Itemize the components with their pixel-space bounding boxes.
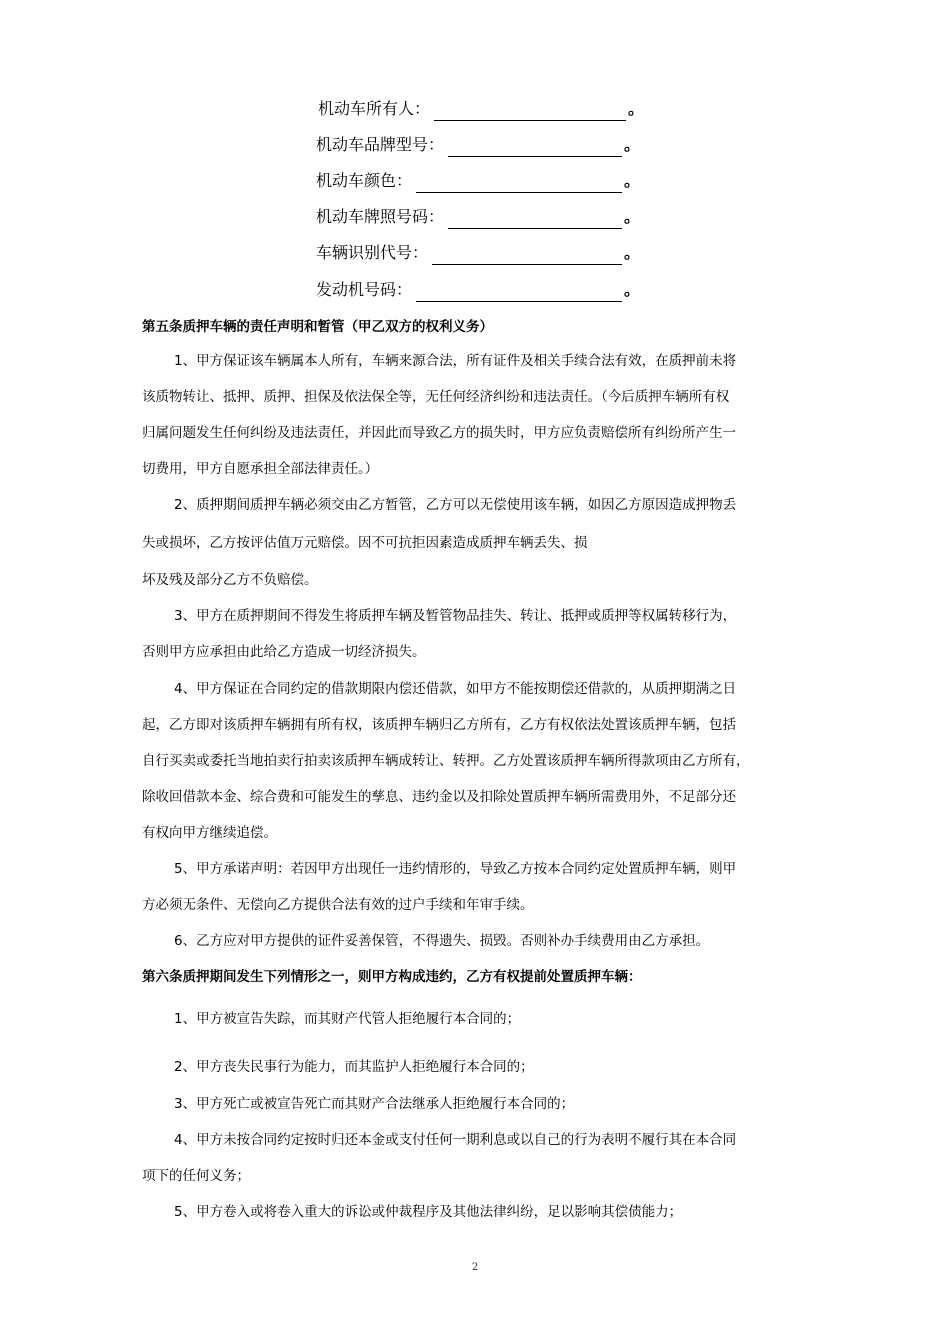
article5-line: 5、甲方承诺声明：若因甲方出现任一违约情形的，导致乙方按本合同约定处置质押车辆，则甲 bbox=[174, 861, 737, 877]
field-plate-number bbox=[316, 205, 640, 229]
field-label: 机动车牌照号码： bbox=[316, 207, 445, 226]
article6-line: 2、甲方丧失民事行为能力，而其监护人拒绝履行本合同的； bbox=[174, 1059, 534, 1075]
field-engine-number bbox=[316, 278, 640, 302]
article5-line: 3、甲方在质押期间不得发生将质押车辆及暂管物品挂失、转让、抵押或质押等权属转移行为， bbox=[174, 608, 737, 624]
field-label: 机动车品牌型号： bbox=[316, 135, 445, 154]
blank-line[interactable] bbox=[434, 102, 626, 121]
page-number: 2 bbox=[471, 1262, 479, 1273]
article5-line: 除收回借款本金、综合费和可能发生的孳息、违约金以及扣除处置质押车辆所需费用外，不足部分还 bbox=[142, 789, 736, 805]
article6-line: 项下的任何义务； bbox=[142, 1168, 250, 1184]
period: 。 bbox=[624, 171, 641, 190]
article5-line: 方必须无条件、无偿向乙方提供合法有效的过户手续和年审手续。 bbox=[142, 897, 534, 913]
period: 。 bbox=[624, 207, 641, 226]
field-vehicle-color bbox=[316, 169, 640, 193]
article5-line: 否则甲方应承担由此给乙方造成一切经济损失。 bbox=[142, 644, 426, 660]
blank-line[interactable] bbox=[432, 246, 622, 265]
article5-line: 自行买卖或委托当地拍卖行拍卖该质押车辆成转让、转押。乙方处置该质押车辆所得款项由乙方所有， bbox=[142, 753, 750, 769]
period: 。 bbox=[624, 135, 641, 154]
field-label: 车辆识别代号： bbox=[316, 243, 429, 262]
article5-line: 失或损坏，乙方按评估值万元赔偿。因不可抗拒因素造成质押车辆丢失、损 bbox=[142, 535, 588, 551]
period: 。 bbox=[624, 243, 641, 262]
article6-line: 5、甲方卷入或将卷入重大的诉讼或仲裁程序及其他法律纠纷，足以影响其偿债能力； bbox=[174, 1204, 683, 1220]
field-vehicle-owner bbox=[318, 97, 644, 121]
blank-line[interactable] bbox=[448, 138, 622, 157]
article5-line: 切费用，甲方自愿承担全部法律责任。） bbox=[142, 461, 379, 477]
article5-line: 6、乙方应对甲方提供的证件妥善保管，不得遗失、损毁。否则补办手续费用由乙方承担。 bbox=[174, 933, 710, 949]
field-vehicle-model bbox=[316, 133, 640, 157]
article5-line: 起，乙方即对该质押车辆拥有所有权，该质押车辆归乙方所有，乙方有权依法处置该质押车辆，包括 bbox=[142, 717, 736, 733]
period: 。 bbox=[628, 99, 645, 118]
blank-line[interactable] bbox=[416, 283, 622, 302]
article5-line: 1、甲方保证该车辆属本人所有，车辆来源合法，所有证件及相关手续合法有效，在质押前未将 bbox=[174, 353, 737, 369]
article6-line: 4、甲方未按合同约定按时归还本金或支付任何一期利息或以自己的行为表明不履行其在本合同 bbox=[174, 1132, 737, 1148]
article5-heading: 第五条质押车辆的责任声明和暂管（甲乙双方的权利义务） bbox=[142, 319, 493, 335]
article5-line: 该质物转让、抵押、质押、担保及依法保全等，无任何经济纠纷和违法责任。（今后质押车辆所有权 bbox=[142, 389, 730, 405]
article5-line: 归属问题发生任何纠纷及违法责任，并因此而导致乙方的损失时，甲方应负责赔偿所有纠纷所产生一 bbox=[142, 425, 736, 441]
blank-line[interactable] bbox=[448, 210, 622, 229]
article5-line: 有权向甲方继续追偿。 bbox=[142, 825, 277, 841]
field-label: 机动车颜色： bbox=[316, 171, 413, 190]
field-label: 发动机号码： bbox=[316, 280, 413, 299]
field-vin bbox=[316, 241, 640, 265]
article5-line: 坏及残及部分乙方不负赔偿。 bbox=[142, 572, 318, 588]
field-label: 机动车所有人： bbox=[318, 99, 431, 118]
article6-line: 1、甲方被宣告失踪，而其财产代管人拒绝履行本合同的； bbox=[174, 1011, 521, 1027]
article5-line: 2、质押期间质押车辆必须交由乙方暂管，乙方可以无偿使用该车辆，如因乙方原因造成押物丢 bbox=[174, 497, 737, 513]
article6-line: 3、甲方死亡或被宣告死亡而其财产合法继承人拒绝履行本合同的； bbox=[174, 1096, 575, 1112]
article5-line: 4、甲方保证在合同约定的借款期限内偿还借款，如甲方不能按期偿还借款的，从质押期满之日 bbox=[174, 681, 737, 697]
article6-heading: 第六条质押期间发生下列情形之一，则甲方构成违约，乙方有权提前处置质押车辆： bbox=[142, 969, 642, 985]
blank-line[interactable] bbox=[416, 174, 622, 193]
period: 。 bbox=[624, 280, 641, 299]
